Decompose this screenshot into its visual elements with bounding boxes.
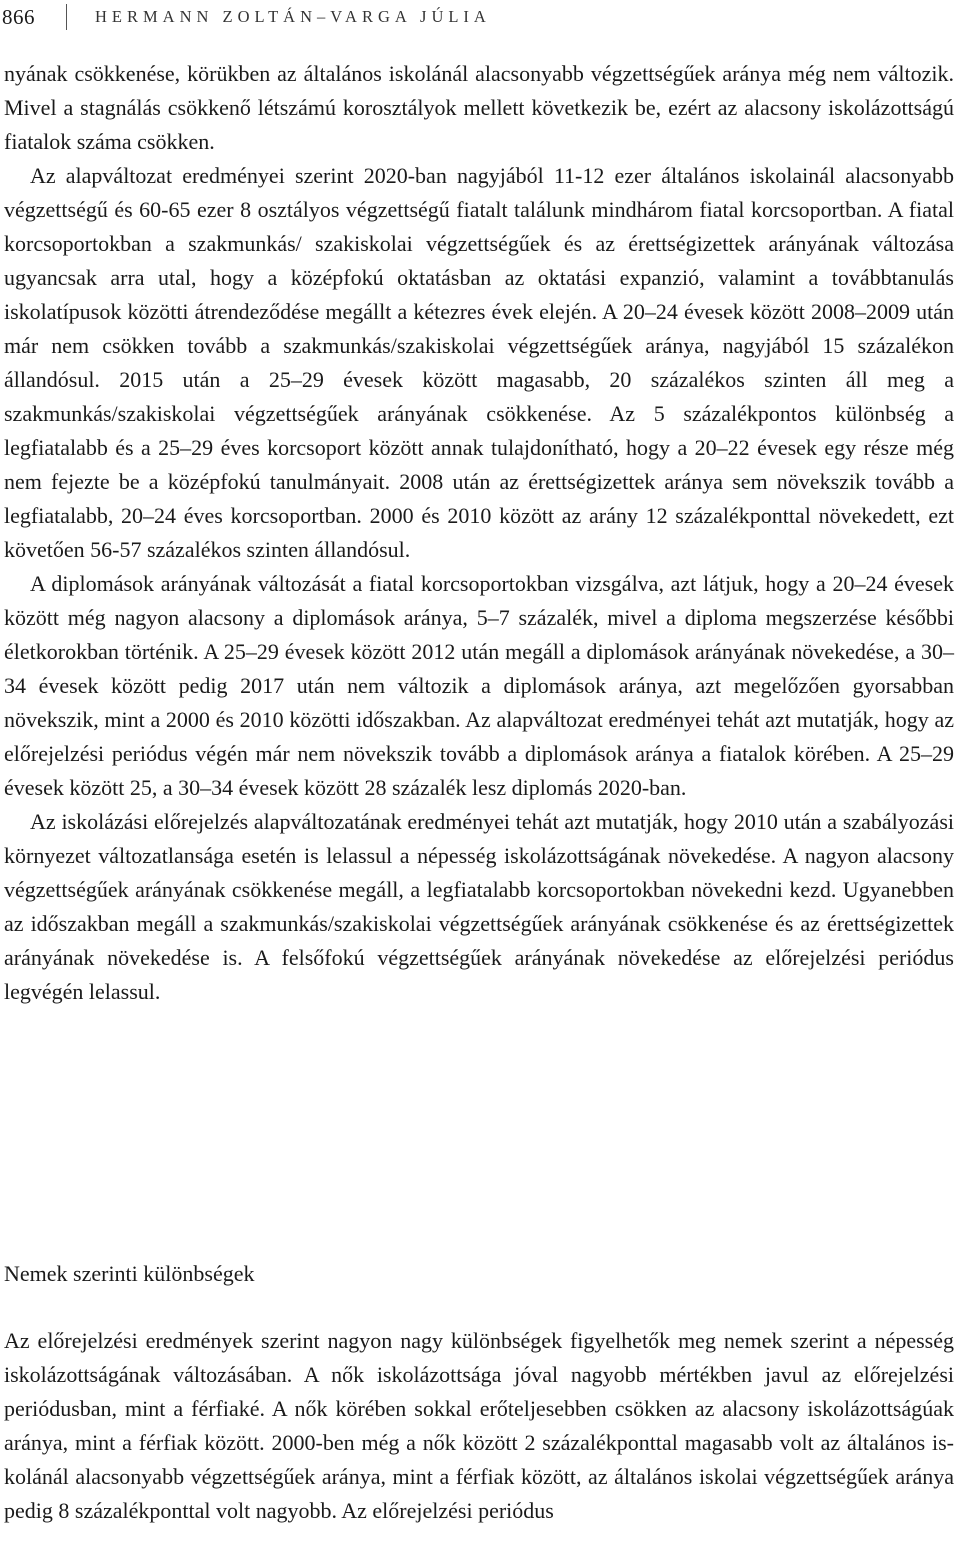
header-divider (66, 4, 67, 30)
body-text (4, 57, 954, 1009)
running-title: HERMANN ZOLTÁN–VARGA JÚLIA (95, 7, 491, 26)
page-number: 866 (2, 5, 35, 29)
section-paragraph: Az előrejelzési eredmények szerint nagyon nagy különbségek figyelhetők meg nemek szerint a népesség iskolázottságának változásában. A nők iskolázottsága jóval nagyobb mértékben javul az előrejelzési periódusban, mint a férfiaké. A nők körében sokkal erőteljesebben csökken az alacsony iskolázottságúak aránya, mint a férfiak között. 2000-ben még a nők között 2 százalékponttal magasabb volt az általános iskolánál alacsonyabb végzettségűek aránya, mint a férfiak között, az általános iskolai végzettségűek aránya pedig 8 százalékponttal volt nagyobb. Az előrejelzési periódus (4, 1328, 954, 1523)
paragraph-continued: nyának csökkenése, körükben az általános iskolánál alacsonyabb végzettségűek aránya még nem változik. Mivel a stagnálás csökkenő létszámú korosztályok mellett következik be, ezért az alacsony iskolázottságú fiatalok száma csökken. (4, 61, 954, 154)
paragraph: Az iskolázási előrejelzés alapváltozatának eredményei tehát azt mutatják, hogy 2010 után a szabályozási környezet változatlansága esetén is lelassul a népesség iskolázottságának növekedése. A nagyon alacsony végzettségűek arányának csökkenése megáll, a legfiatalabb korcsoportokban növekedni kezd. Ugyanebben az időszakban megáll a szakmunkás/szakiskolai végzettségűek arányának csökkenése és az érettségizettek arányának növekedése is. A felsőfokú végzettségűek arányának növekedése az előrejelzési periódus legvégén lelassul. (4, 809, 954, 1004)
paragraph: Az alapváltozat eredményei szerint 2020-ban nagyjából 11-12 ezer általános iskolainál alacsonyabb végzettségű és 60-65 ezer 8 osztályos végzettségű fiatalt találunk mindhárom fiatal korcsoportban. A fiatal korcsoportokban a szakmunkás/ szakiskolai végzettségűek és az érettségizettek arányának változása ugyancsak arra utal, hogy a középfokú oktatásban az oktatási expanzió, valamint a továbbtanulás iskolatípusok közötti átrendeződése megállt a kétezres évek elején. A 20–24 évesek között 2008–2009 után már nem csökken tovább a szakmunkás/szakiskolai végzettségűek aránya, nagyjából 15 százalékon állandósul. 2015 után a 25–29 évesek között magasabb, 20 százalékos szinten áll meg a szakmunkás/szakiskolai végzettségűek arányának csökkenése. Az 5 százalékpontos különbség a legfiatalabb és a 25–29 éves korcsoport között annak tulajdonítható, hogy a 20–22 évesek egy része még nem fejezte be a középfokú tanulmányait. 2008 után az érettségizettek aránya sem növekszik tovább a legfiatalabb, 20–24 éves korcsoportban. 2000 és 2010 között az arány 12 százalékponttal növekedett, ezt követően 56-57 százalékos szinten állandósul. (4, 163, 954, 562)
paragraph: A diplomások arányának változását a fiatal korcsoportokban vizsgálva, azt látjuk, hogy a 20–24 évesek között még nagyon alacsony a diplomások aránya, 5–7 százalék, mivel a diploma megszerzése későbbi életkorokban történik. A 25–29 évesek között 2012 után megáll a diplomások arányának növekedése, a 30–34 évesek között pedig 2017 után nem változik a diplomások aránya, azt megelőzően gyorsabban növekszik, mint a 2000 és 2010 közötti időszakban. Az alapváltozat eredményei tehát azt mutatják, hogy az előrejelzési periódus végén már nem növekszik tovább a diplomások aránya a fiatalok körében. A 25–29 évesek között 25, a 30–34 évesek között 28 százalék lesz diplomás 2020-ban. (4, 571, 954, 800)
running-head (2, 0, 491, 34)
section-heading: Nemek szerinti különbségek (4, 1261, 255, 1286)
